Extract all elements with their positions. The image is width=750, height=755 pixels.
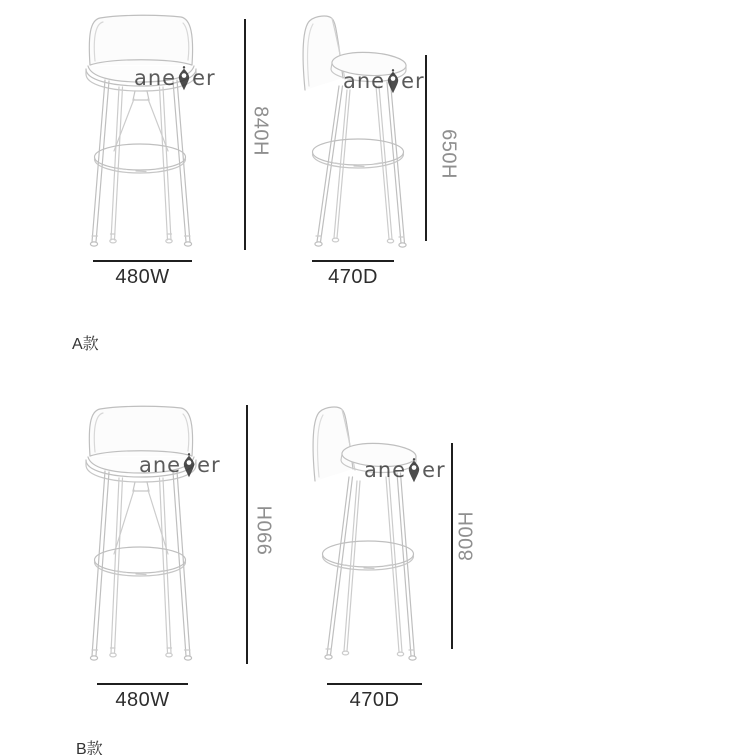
watermark-text-pre: ane	[343, 69, 386, 93]
watermark-text-post: er	[422, 458, 446, 482]
dimension-line-a-front-height	[244, 19, 246, 250]
watermark-text-post: er	[192, 66, 216, 90]
dimension-label-a-depth: 470D	[328, 266, 378, 288]
watermark-text-pre: ane	[134, 66, 177, 90]
stool-a-side-drawing	[301, 10, 413, 254]
brand-watermark	[364, 458, 446, 484]
dimension-label-a-width: 480W	[115, 266, 170, 288]
dimension-line-b-width	[97, 683, 188, 685]
watermark-text-post: er	[401, 69, 425, 93]
dimension-label-b-front-height: 990H	[254, 505, 277, 555]
diamond-leaf-icon	[182, 453, 196, 479]
dimension-line-b-side-height	[451, 443, 453, 649]
diamond-leaf-icon	[386, 69, 400, 95]
section-a-label: A款	[72, 336, 99, 353]
watermark-text-post: er	[197, 453, 221, 477]
stool-a-front-drawing	[84, 10, 198, 252]
watermark-text-pre: ane	[139, 453, 182, 477]
brand-watermark	[343, 69, 425, 95]
brand-watermark	[134, 66, 216, 92]
dimension-line-b-depth	[327, 683, 422, 685]
stool-b-front-drawing	[84, 401, 198, 667]
brand-watermark	[139, 453, 221, 479]
dimension-label-b-side-height: 800H	[455, 511, 478, 561]
dimension-label-a-side-height: 650H	[437, 129, 460, 179]
dimension-label-a-front-height: 840H	[249, 106, 272, 156]
diamond-leaf-icon	[407, 458, 421, 484]
dimension-line-a-depth	[312, 260, 394, 262]
dimension-label-b-depth: 470D	[349, 689, 400, 711]
dimension-line-a-width	[93, 260, 192, 262]
dimension-line-a-side-height	[425, 55, 427, 241]
stool-b-side-drawing	[311, 401, 426, 667]
dimension-line-b-front-height	[246, 405, 248, 664]
watermark-text-pre: ane	[364, 458, 407, 482]
dimension-label-b-width: 480W	[115, 689, 170, 711]
diamond-leaf-icon	[177, 66, 191, 92]
section-b-label: B款	[76, 741, 103, 755]
